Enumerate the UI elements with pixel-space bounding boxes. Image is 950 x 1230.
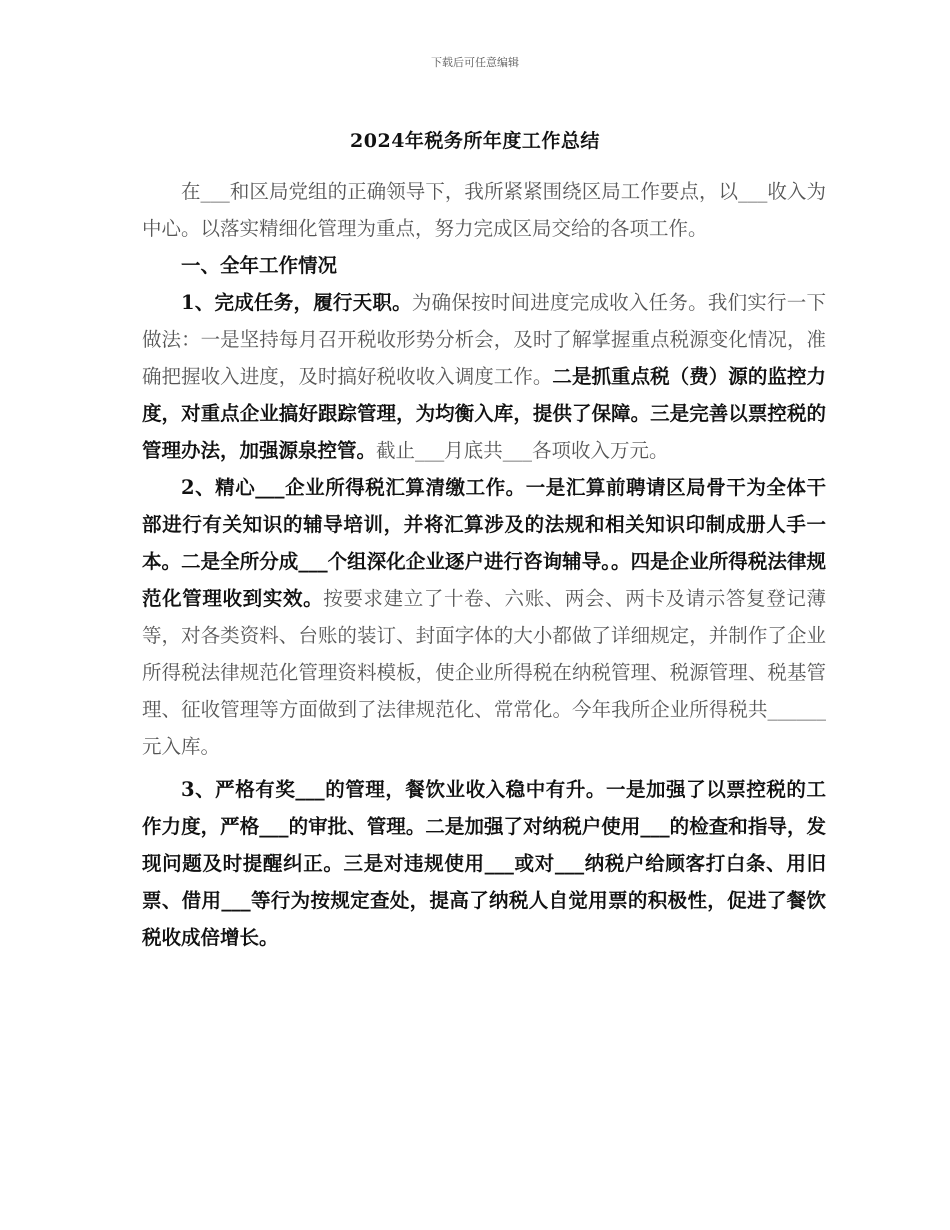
paragraph-1-bold: 二是抓重点税（费）源的监控力度，对重点企业搞好跟踪管理，为均衡入库，提供了保障。三是完善以票控税的管理办法，加强源泉控管。 (142, 365, 826, 462)
paragraph-3-bold: 3、严格有奖___的管理，餐饮业收入稳中有升。一是加强了以票控税的工作力度，严格___的审批、管理。二是加强了对纳税户使用___的检查和指导，发现问题及时提醒纠正。三是对违规使用___或对___纳税户给顾客打白条、用旧票、借用___等行为按规定查处，提高了纳税人自觉用票的积极性，促进了餐饮税收成倍增长。 (142, 778, 826, 949)
paragraph-1 (142, 284, 826, 469)
header-note: 下载后可任意编辑 (431, 56, 519, 69)
section-heading: 一、全年工作情况 (181, 254, 338, 277)
paragraph-1-tail: 截止___月底共___各项收入万元。 (376, 439, 669, 462)
paragraph-1-text: 为确保按时间进度完成收入任务。我们实行一下做法：一是坚持每月召开税收形势分析会，及时了解掌握重点税源变化情况，准确把握收入进度，及时搞好税收收入调度工作。 (142, 291, 826, 388)
paragraph-2-bold: 2、精心___企业所得税汇算清缴工作。一是汇算前聘请区局骨干为全体干部进行有关知识的辅导培训，并将汇算涉及的法规和相关知识印制成册人手一本。二是全所分成___个组深化企业逐户进行咨询辅导。。四是企业所得税法律规范化管理收到实效。 (142, 476, 826, 610)
paragraph-1-lead: 1、完成任务，履行天职。 (181, 291, 412, 314)
paragraph-2 (142, 469, 826, 765)
intro-paragraph: 在___和区局党组的正确领导下，我所紧紧围绕区局工作要点，以___收入为中心。以落实精细化管理为重点，努力完成区局交给的各项工作。 (142, 180, 826, 240)
paragraph-2-text: 按要求建立了十卷、六账、两会、两卡及请示答复登记薄等，对各类资料、台账的装订、封面字体的大小都做了详细规定，并制作了企业所得税法律规范化管理资料模板，使企业所得税在纳税管理、税源管理、税基管理、征收管理等方面做到了法律规范化、常常化。今年我所企业所得税共______元入库。 (142, 587, 826, 758)
paragraph-3 (142, 771, 826, 956)
page-title: 2024年税务所年度工作总结 (350, 130, 600, 152)
document-body (142, 173, 826, 956)
